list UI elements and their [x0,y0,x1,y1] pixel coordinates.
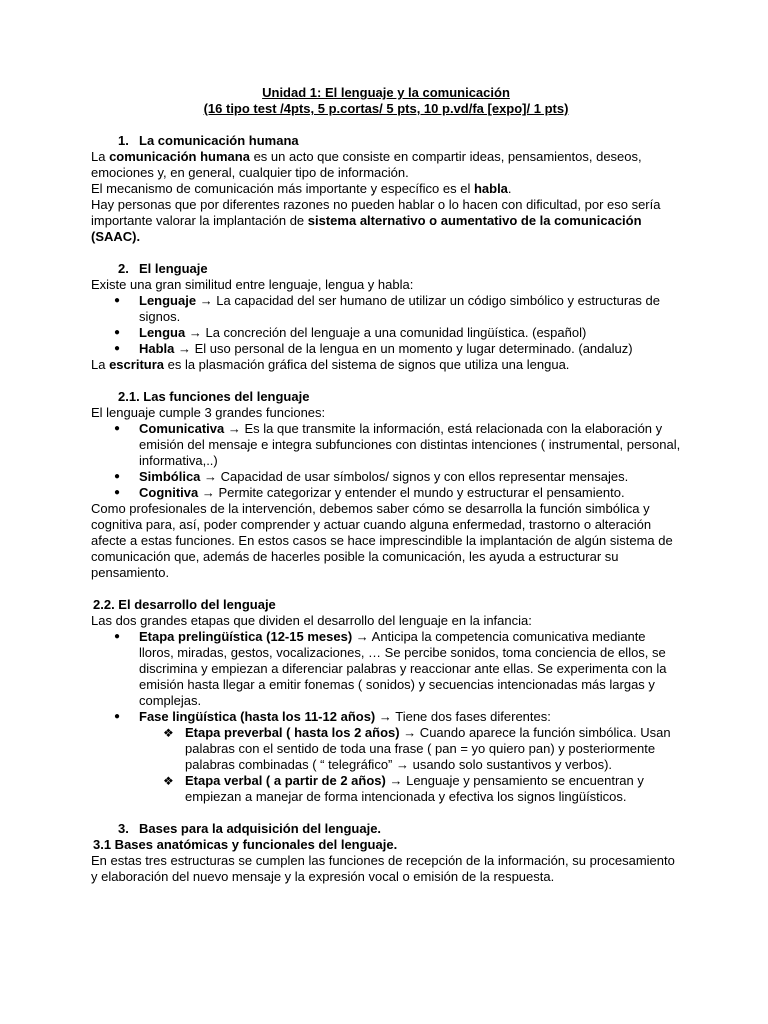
section-heading-3 [91,821,681,837]
text: . [507,181,512,196]
bold-text: Fase lingüística (hasta los 11-12 años) [139,709,376,724]
document-title: Unidad 1: El lenguaje y la comunicación [262,85,510,100]
list-item [91,293,681,325]
list-item [91,485,681,501]
bold-text: Lengua [139,325,186,340]
bold-text: Etapa verbal ( a partir de 2 años) [185,773,386,788]
subsection-heading-2-1: 2.1. Las funciones del lenguaje [118,389,310,404]
text: → La capacidad del ser humano de utilizar un código simbólico y estructuras de signos. [139,293,660,324]
text: → Lenguaje y pensamiento se encuentran y empiezan a manejar de forma intencionada y efectiva los signos lingüísticos. [185,773,644,804]
paragraph: Existe una gran similitud entre lenguaje, lengua y habla: [91,277,414,292]
section-heading-2 [91,261,681,277]
paragraph [91,357,681,373]
bold-text: Etapa preverbal ( hasta los 2 años) [185,725,400,740]
section-title: El lenguaje [139,261,208,276]
text: → Anticipa la competencia comunicativa mediante lloros, miradas, gestos, vocalizaciones, … Se percibe sonidos, toma conciencia de ellos, se discrimina y empiezan a diferenciar palabras y reaccionar ante ellas. Se experimenta con la emisión hasta llegar a emitir fonemas ( sonidos) y secuencias intencionadas más largas y complejas. [139,629,667,708]
sub-bullet-list [139,725,681,805]
paragraph [91,197,681,245]
bullet-list [91,293,681,357]
text: → El uso personal de la lengua en un momento y lugar determinado. (andaluz) [174,341,633,356]
sub-list-item [139,725,681,773]
text: Hay personas que por diferentes razones no pueden hablar o lo hacen con dificultad, por eso sería importante valorar la implantación de [91,197,661,228]
bold-text: Lenguaje [139,293,197,308]
bold-text: Etapa prelingüística (12-15 meses) [139,629,353,644]
text: → Es la que transmite la información, está relacionada con la elaboración y emisión del mensaje e integra subfunciones con distintas intenciones ( instrumental, personal, informativa,..) [139,421,681,468]
text: es un acto que consiste en compartir ideas, pensamientos, deseos, emociones y, en general, cualquier tipo de información. [91,149,642,180]
list-item [91,629,681,709]
section-number: 3. [118,821,129,836]
bullet-list [91,629,681,805]
text: → Permite categorizar y entender el mundo y estructurar el pensamiento. [198,485,625,500]
section-number: 2. [118,261,129,276]
text: → Capacidad de usar símbolos/ signos y con ellos representar mensajes. [200,469,629,484]
paragraph: En estas tres estructuras se cumplen las funciones de recepción de la información, su procesamiento y elaboración del nuevo mensaje y la expresión vocal o emisión de la respuesta. [91,853,675,884]
section-title: Bases para la adquisición del lenguaje. [139,821,382,836]
document-subtitle: (16 tipo test /4pts, 5 p.cortas/ 5 pts, 10 p.vd/fa [expo]/ 1 pts) [203,101,569,116]
bold-text: escritura [109,357,164,372]
bold-text: comunicación humana [109,149,250,164]
subsection-heading-3-1: 3.1 Bases anatómicas y funcionales del lenguaje. [93,837,398,852]
paragraph: Las dos grandes etapas que dividen el desarrollo del lenguaje en la infancia: [91,613,532,628]
bold-text: Simbólica [139,469,201,484]
bold-text: Comunicativa [139,421,225,436]
text: La [91,149,110,164]
section-heading-1 [91,133,681,149]
section-number: 1. [118,133,129,148]
text: La [91,357,110,372]
document-page [91,85,681,885]
subsection-heading-2-2: 2.2. El desarrollo del lenguaje [93,597,276,612]
list-item [91,469,681,485]
section-title: La comunicación humana [139,133,299,148]
list-item [91,341,681,357]
list-item [91,421,681,469]
paragraph [91,149,681,181]
list-item [91,709,681,805]
bold-text: sistema alternativo o aumentativo de la comunicación (SAAC). [91,213,642,244]
sub-list-item [139,773,681,805]
text: → Tiene dos fases diferentes: [375,709,551,724]
bold-text: habla [473,181,508,196]
paragraph: Como profesionales de la intervención, debemos saber cómo se desarrolla la función simbólica y cognitiva para, así, poder comprender y actuar cuando alguna enfermedad, trastorno o alteración afecte a estas funciones. En estos casos se hace imprescindible la implantación de algún sistema de comunicación que, además de hacerles posible la comunicación, les ayuda a estructurar su pensamiento. [91,501,673,580]
paragraph: El lenguaje cumple 3 grandes funciones: [91,405,326,420]
text: → Cuando aparece la función simbólica. Usan palabras con el sentido de toda una frase ( pan = yo quiero pan) y posteriormente palabras combinadas ( “ telegráfico” → usando solo sustantivos y verbos). [185,725,671,772]
text: El mecanismo de comunicación más importante y específico es el [91,181,474,196]
paragraph [91,181,681,197]
text: → La concreción del lenguaje a una comunidad lingüística. (español) [185,325,587,340]
bold-text: Habla [139,341,175,356]
bold-text: Cognitiva [139,485,199,500]
text: es la plasmación gráfica del sistema de signos que utiliza una lengua. [164,357,570,372]
bullet-list [91,421,681,501]
list-item [91,325,681,341]
